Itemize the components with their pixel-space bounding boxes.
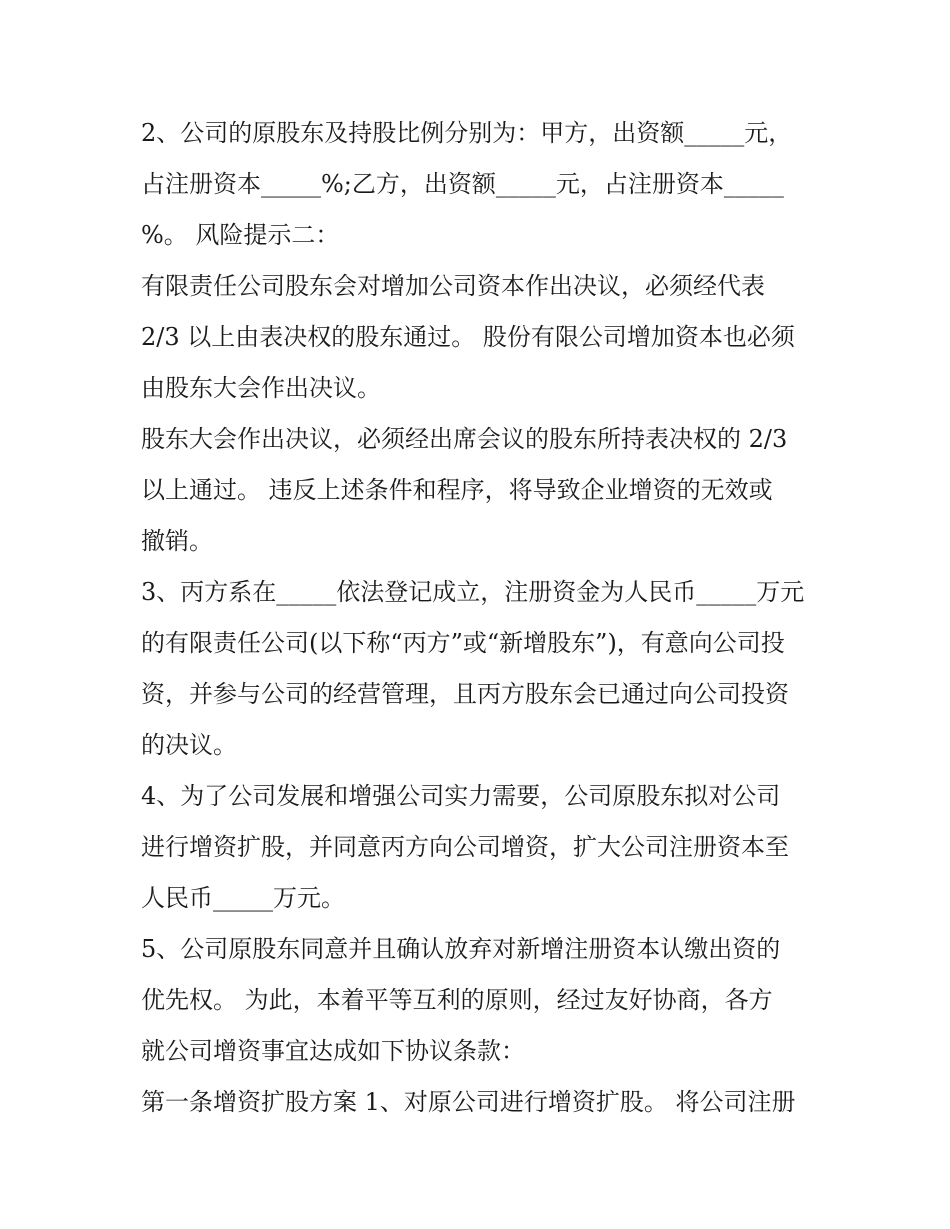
text-line: 以上通过。 违反上述条件和程序，将导致企业增资的无效或 xyxy=(141,476,773,504)
text-line: 人民币_____万元。 xyxy=(141,884,345,912)
text-line: 股东大会作出决议，必须经出席会议的股东所持表决权的 2/3 xyxy=(141,425,788,453)
text-line: 有限责任公司股东会对增加公司资本作出决议，必须经代表 xyxy=(141,272,765,300)
text-line: %。 风险提示二： xyxy=(141,221,340,249)
text-line: 撤销。 xyxy=(141,527,213,555)
document-body xyxy=(141,108,821,1128)
text-line: 的决议。 xyxy=(141,731,237,759)
text-line: 2、公司的原股东及持股比例分别为：甲方，出资额_____元， xyxy=(141,119,793,147)
text-line: 5、公司原股东同意并且确认放弃对新增注册资本认缴出资的 xyxy=(141,935,781,963)
text-line: 2/3 以上由表决权的股东通过。 股份有限公司增加资本也必须 xyxy=(141,323,795,351)
text-line: 的有限责任公司(以下称“丙方”或“新增股东”)，有意向公司投 xyxy=(141,629,785,657)
text-line: 进行增资扩股，并同意丙方向公司增资，扩大公司注册资本至 xyxy=(141,833,789,861)
text-line: 资，并参与公司的经营管理，且丙方股东会已通过向公司投资 xyxy=(141,680,789,708)
text-line: 由股东大会作出决议。 xyxy=(141,374,381,402)
text-line: 3、丙方系在_____依法登记成立，注册资金为人民币_____万元 xyxy=(141,578,805,606)
text-line: 就公司增资事宜达成如下协议条款： xyxy=(141,1037,525,1065)
text-line: 第一条增资扩股方案 1、对原公司进行增资扩股。 将公司注册 xyxy=(141,1088,796,1116)
text-line: 4、为了公司发展和增强公司实力需要，公司原股东拟对公司 xyxy=(141,782,781,810)
text-line: 占注册资本_____%;乙方，出资额_____元，占注册资本_____ xyxy=(141,170,784,198)
text-line: 优先权。 为此，本着平等互利的原则，经过友好协商，各方 xyxy=(141,986,773,1014)
